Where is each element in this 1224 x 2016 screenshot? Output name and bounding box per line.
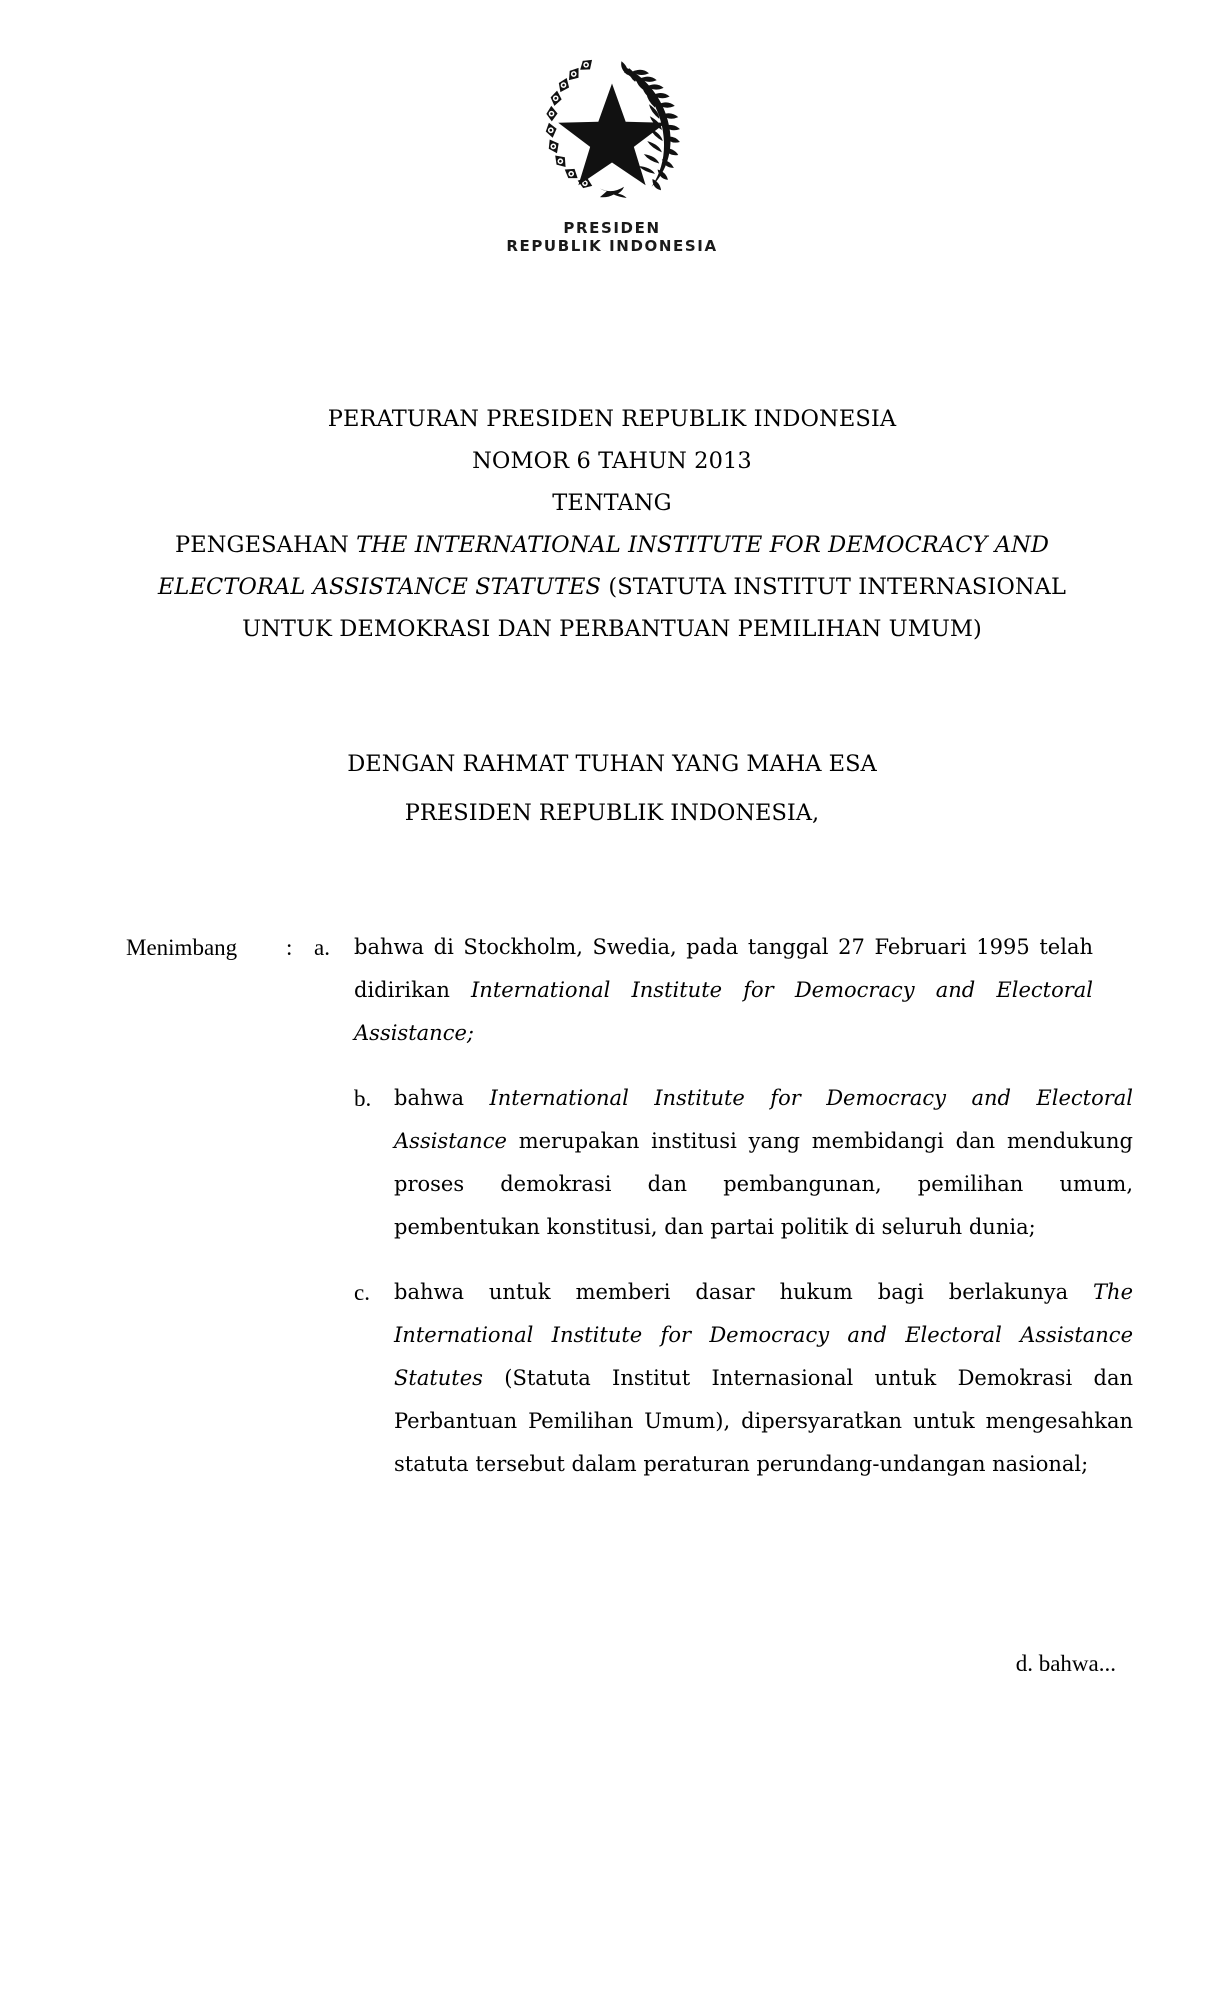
consideration-b-italic-1: International Institute for Democracy and Electoral Assistance <box>394 1086 1133 1153</box>
considerations-section <box>0 926 1224 1486</box>
consideration-text-a <box>354 926 1093 1055</box>
consideration-marker-c: c. <box>354 1280 370 1305</box>
consideration-c-plain-1: bahwa untuk memberi dasar hukum bagi berlakunya <box>394 1280 1094 1304</box>
consideration-c-plain-2: (Statuta Institut Internasional untuk Demokrasi dan Perbantuan Pemilihan Umum), dipersyaratkan untuk mengesahkan statuta tersebut dalam peraturan perundang-undangan nasional; <box>394 1366 1133 1476</box>
title-line-subject-3: UNTUK DEMOKRASI DAN PERBANTUAN PEMILIHAN UMUM) <box>242 616 982 642</box>
consideration-text-b <box>394 1077 1133 1249</box>
title-pengesahan-word: PENGESAHAN <box>175 532 357 558</box>
considerations-label: Menimbang <box>126 935 238 960</box>
consideration-marker-b: b. <box>354 1086 372 1111</box>
title-statute-translation-open: (STATUTA INSTITUT INTERNASIONAL <box>601 574 1067 600</box>
consideration-b-plain-1: bahwa <box>394 1086 490 1110</box>
consideration-b-plain-2: merupakan institusi yang membidangi dan mendukung proses demokrasi dan pembangunan, pemilihan umum, pembentukan konstitusi, dan partai politik di seluruh dunia; <box>394 1129 1133 1239</box>
emblem-caption-line-2: REPUBLIK INDONESIA <box>506 236 718 255</box>
title-line-tentang: TENTANG <box>552 490 672 516</box>
invocation-line-blessing: DENGAN RAHMAT TUHAN YANG MAHA ESA <box>347 751 877 777</box>
document-title-block <box>108 398 1116 650</box>
consideration-c-italic-1: The International Institute for Democracy and Electoral Assistance Statutes <box>394 1280 1133 1390</box>
emblem-caption <box>506 220 717 255</box>
title-line-number-year: NOMOR 6 TAHUN 2013 <box>472 448 752 474</box>
invocation-block <box>108 740 1116 838</box>
consideration-item-b <box>0 1077 1224 1249</box>
consideration-item-c <box>0 1271 1224 1486</box>
title-statute-name-part-2: ELECTORAL ASSISTANCE STATUTES <box>157 574 602 600</box>
consideration-text-c <box>394 1271 1133 1486</box>
title-line-subject-1 <box>108 524 1116 566</box>
title-statute-name-part-1: THE INTERNATIONAL INSTITUTE FOR DEMOCRACY AND <box>356 532 1049 558</box>
page-continuation-note: d. bahwa... <box>1015 1651 1116 1676</box>
consideration-item-a <box>0 926 1224 1055</box>
invocation-line-president: PRESIDEN REPUBLIK INDONESIA, <box>404 800 820 826</box>
consideration-a-italic-1: International Institute for Democracy and Electoral Assistance; <box>354 978 1093 1045</box>
indonesian-presidential-seal-icon <box>526 44 698 216</box>
title-line-subject-2 <box>108 566 1116 608</box>
consideration-a-plain-1: bahwa di Stockholm, Swedia, pada tanggal 27 Februari 1995 telah didirikan <box>354 935 1093 1002</box>
emblem-caption-line-1: PRESIDEN <box>563 219 661 237</box>
emblem-block <box>0 44 1224 255</box>
consideration-marker-a: a. <box>314 935 330 960</box>
title-line-regulation-type: PERATURAN PRESIDEN REPUBLIK INDONESIA <box>327 406 897 432</box>
considerations-colon: : <box>286 935 293 960</box>
